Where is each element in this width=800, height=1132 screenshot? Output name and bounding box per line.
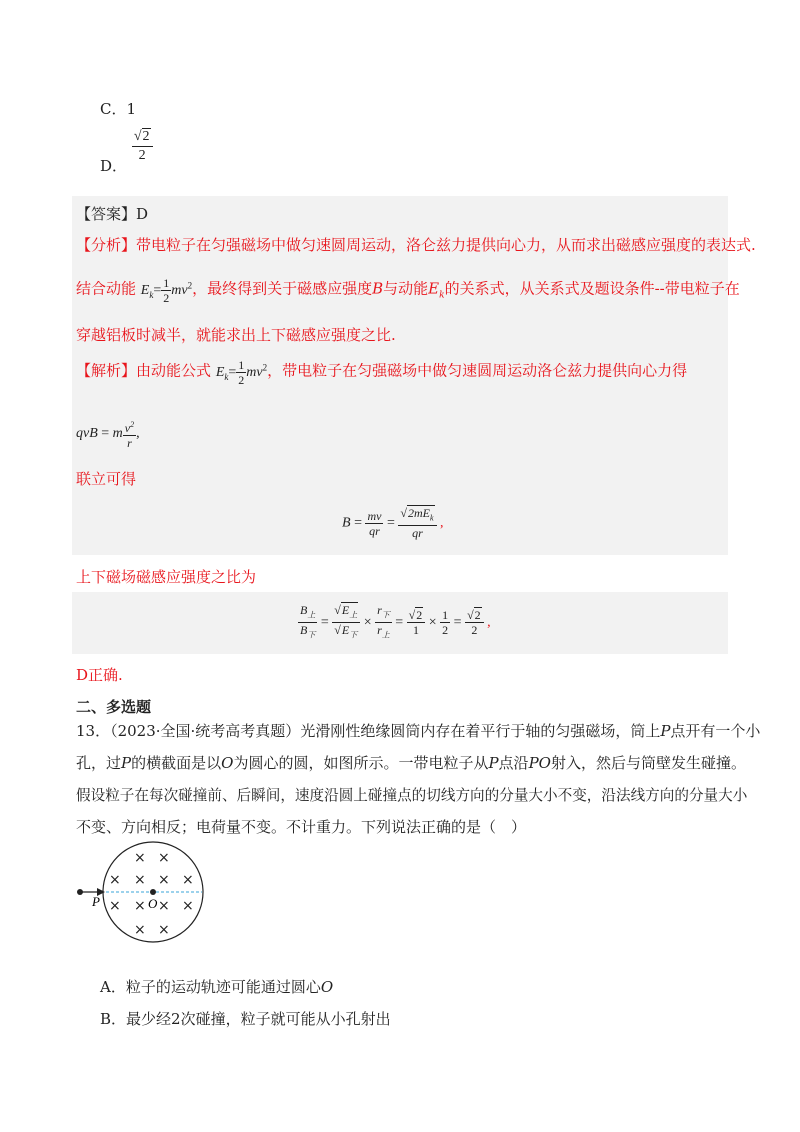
particle-dot (77, 889, 83, 895)
option-value: 1 (126, 100, 137, 118)
var-o: O (320, 978, 334, 996)
field-mark: × (134, 922, 146, 938)
question-text: 的横截面是以 (131, 754, 222, 772)
analysis-tag: 【分析】 (76, 236, 137, 254)
option-c (100, 98, 136, 119)
field-mark: × (158, 872, 170, 888)
analysis-line2 (76, 276, 740, 305)
answer-tag: 【答案】 (76, 205, 137, 223)
analysis-text: 与动能 (383, 279, 429, 298)
formula-b: B = $\frac{mv}{qr}$ = $\frac{√2mE_k}{qr}$ , (342, 506, 444, 541)
question-text: 射入，然后与筒壁发生碰撞。 (550, 754, 746, 772)
analysis-text: 的关系式，从关系式及题设条件--带电粒子在 (444, 279, 740, 298)
option-label: C． (100, 100, 127, 118)
var-p: P (121, 754, 132, 772)
solution-text: 联立可得 (76, 470, 137, 488)
question-number: 13． (76, 722, 111, 740)
var-ek: E (428, 279, 440, 298)
question-line4 (76, 816, 526, 837)
solution-text: ，带电粒子在匀强磁场中做匀速圆周运动洛仑兹力提供向心力得 (267, 361, 688, 380)
analysis-text: 结合动能 (76, 279, 137, 298)
question-line2 (76, 752, 746, 773)
question-line3 (76, 784, 747, 805)
field-mark: × (182, 898, 194, 914)
analysis-line1 (76, 234, 756, 255)
choice-label: A． (100, 978, 126, 996)
field-mark: × (134, 850, 146, 866)
option-label: D． (100, 156, 128, 175)
option-d (100, 128, 153, 175)
fraction-sqrt2-over-2: $\frac{√2}{2}$ (132, 128, 153, 165)
question-source: （2023·全国·统考高考真题） (110, 722, 301, 740)
analysis-text: ，最终得到关于磁感应强度 (192, 279, 373, 298)
question-text: 孔，过 (76, 754, 122, 772)
field-mark: × (158, 850, 170, 866)
var-b: B (372, 279, 384, 298)
center-dot (150, 889, 156, 895)
formula-ek: $E_k=$ $\frac{1}{2}$ $mv^2$ (140, 276, 193, 305)
analysis-text: 带电粒子在匀强磁场中做匀速圆周运动，洛仑兹力提供向心力，从而求出磁感应强度的表达式. (136, 236, 756, 254)
answer-line (76, 203, 148, 224)
choice-text: 最少经2次碰撞，粒子就可能从小孔射出 (126, 1010, 391, 1028)
formula-ek-2: $E_k=$ $\frac{1}{2}$ $mv^2$ (215, 358, 268, 387)
var-p: P (660, 722, 671, 740)
choice-label: B． (100, 1010, 127, 1028)
numerator: 2 (142, 129, 150, 144)
var-o: O (221, 754, 234, 772)
section-title (76, 696, 151, 717)
formula-lorentz: qvB = m $\frac{v^2}{r}$ , (76, 420, 140, 450)
solution-text: D正确. (76, 666, 123, 684)
denominator: 2 (138, 148, 146, 163)
var-ek-sub: k (439, 290, 445, 301)
question-text: 为圆心的圆，如图所示。一带电粒子从 (233, 754, 489, 772)
solution-text: 上下磁场磁感应强度之比为 (76, 568, 257, 586)
question-text: 点开有一个小 (670, 722, 761, 740)
field-mark: × (134, 898, 146, 914)
field-mark: × (158, 922, 170, 938)
question-text: 光滑刚性绝缘圆筒内存在着平行于轴的匀强磁场，筒上 (300, 722, 661, 740)
field-mark: × (158, 898, 170, 914)
var-po: PO (528, 754, 551, 772)
choice-a[interactable] (100, 976, 333, 997)
answer-value: D (136, 205, 149, 223)
field-mark: × (182, 872, 194, 888)
formula-ratio: $\frac{B_上}{B_下}$ = $\frac{√E_上}{√E_下}$ × $\frac{r_下}{r_上}$ = $\frac{√2}{1}$ × $\frac{1}{2}$ = $\frac{√2}{2}$ , (300, 603, 491, 640)
question-text: 不变、方向相反；电荷量不变。不计重力。下列说法正确的是（ ） (76, 818, 527, 836)
field-mark: × (134, 872, 146, 888)
field-mark: × (109, 898, 121, 914)
analysis-text: 穿越铝板时减半，就能求出上下磁感应强度之比. (76, 326, 396, 344)
field-mark: × (109, 872, 121, 888)
solution-ratio-intro (76, 566, 256, 587)
solution-text: 由动能公式 (136, 361, 212, 380)
label-p: P (92, 894, 100, 909)
var-p: P (488, 754, 499, 772)
analysis-line3 (76, 324, 396, 345)
solution-line1 (76, 358, 687, 387)
solution-conclusion (76, 664, 123, 685)
choice-b[interactable] (100, 1008, 391, 1029)
solution-combine (76, 468, 136, 489)
question-text: 假设粒子在每次碰撞前、后瞬间，速度沿圆上碰撞点的切线方向的分量大小不变，沿法线方向的分量大小 (76, 787, 748, 804)
choice-text: 粒子的运动轨迹可能通过圆心 (125, 978, 321, 996)
solution-tag: 【解析】 (76, 361, 137, 380)
question-line1 (76, 720, 760, 741)
section-title-text: 二、多选题 (76, 698, 152, 716)
label-o: O (148, 896, 158, 911)
question-text: 点沿 (498, 754, 529, 772)
magnetic-field-figure (70, 840, 220, 950)
